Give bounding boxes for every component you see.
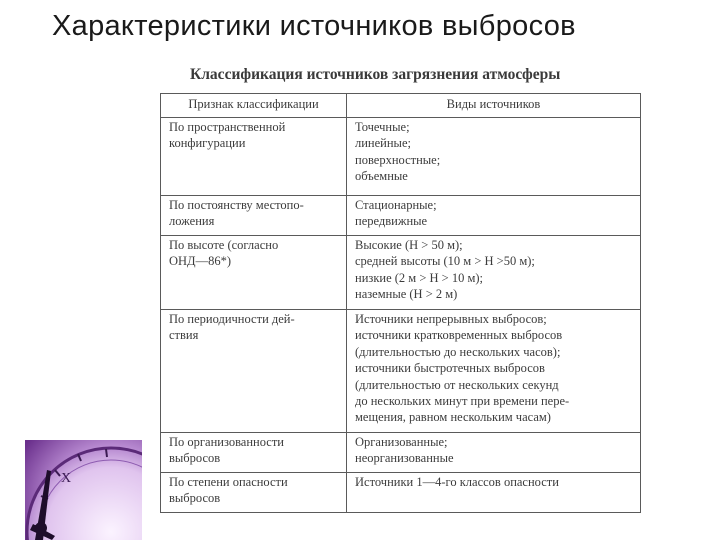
criterion-line: По периодичности дей- — [169, 312, 295, 326]
slide-title: Характеристики источников выбросов — [52, 10, 576, 42]
header-criterion: Признак классификации — [161, 94, 347, 118]
types-line: поверхностные; — [355, 152, 441, 167]
clock-icon — [25, 440, 142, 540]
types-line: (длительностью до нескольких часов); — [355, 344, 561, 359]
criterion-cell — [161, 473, 347, 513]
types-line: средней высоты (10 м > Н >50 м); — [355, 254, 535, 269]
types-line: до нескольких минут при времени пере- — [355, 394, 570, 409]
types-line: Высокие (Н > 50 м); — [355, 238, 463, 252]
criterion-line: ствия — [169, 328, 199, 343]
types-cell — [347, 236, 641, 310]
table-row — [161, 310, 641, 433]
criterion-line: выбросов — [169, 451, 221, 466]
types-line: Источники непрерывных выбросов; — [355, 312, 547, 326]
table-header-row — [161, 94, 641, 118]
types-line: источники быстротечных выбросов — [355, 361, 545, 376]
types-line: наземные (Н > 2 м) — [355, 287, 458, 302]
types-line: Точечные; — [355, 120, 410, 134]
table-row — [161, 196, 641, 236]
types-cell — [347, 310, 641, 433]
criterion-line: По степени опасности — [169, 475, 288, 489]
criterion-cell — [161, 433, 347, 473]
types-cell — [347, 473, 641, 513]
criterion-line: По организованности — [169, 435, 284, 449]
types-line: Стационарные; — [355, 198, 437, 212]
types-cell — [347, 433, 641, 473]
classification-table — [160, 93, 641, 513]
types-cell — [347, 118, 641, 196]
types-line: передвижные — [355, 214, 428, 229]
types-line: мещения, равном нескольким часам) — [355, 410, 551, 425]
types-cell — [347, 196, 641, 236]
types-line: неорганизованные — [355, 451, 454, 466]
types-line: Источники 1—4-го классов опасности — [355, 475, 559, 489]
clock-face-image — [25, 440, 142, 540]
criterion-cell — [161, 236, 347, 310]
types-line: низкие (2 м > Н > 10 м); — [355, 270, 483, 285]
criterion-line: По постоянству местопо- — [169, 198, 304, 212]
criterion-line: ОНД—86*) — [169, 254, 231, 269]
types-line: источники кратковременных выбросов — [355, 328, 563, 343]
svg-text:X: X — [61, 471, 72, 486]
criterion-line: выбросов — [169, 491, 221, 506]
table-row — [161, 473, 641, 513]
table-caption: Классификация источников загрязнения атмосферы — [190, 66, 561, 83]
types-line: линейные; — [355, 136, 411, 151]
criterion-cell — [161, 310, 347, 433]
table-row — [161, 118, 641, 196]
table-row — [161, 433, 641, 473]
types-line: (длительностью от нескольких секунд — [355, 377, 559, 392]
table-row — [161, 236, 641, 310]
types-line: объемные — [355, 169, 408, 184]
header-source-types: Виды источников — [347, 94, 641, 118]
criterion-cell — [161, 118, 347, 196]
criterion-line: конфигурации — [169, 136, 246, 151]
criterion-cell — [161, 196, 347, 236]
criterion-line: ложения — [169, 214, 215, 229]
types-line: Организованные; — [355, 435, 448, 449]
criterion-line: По высоте (согласно — [169, 238, 279, 252]
criterion-line: По пространственной — [169, 120, 286, 134]
